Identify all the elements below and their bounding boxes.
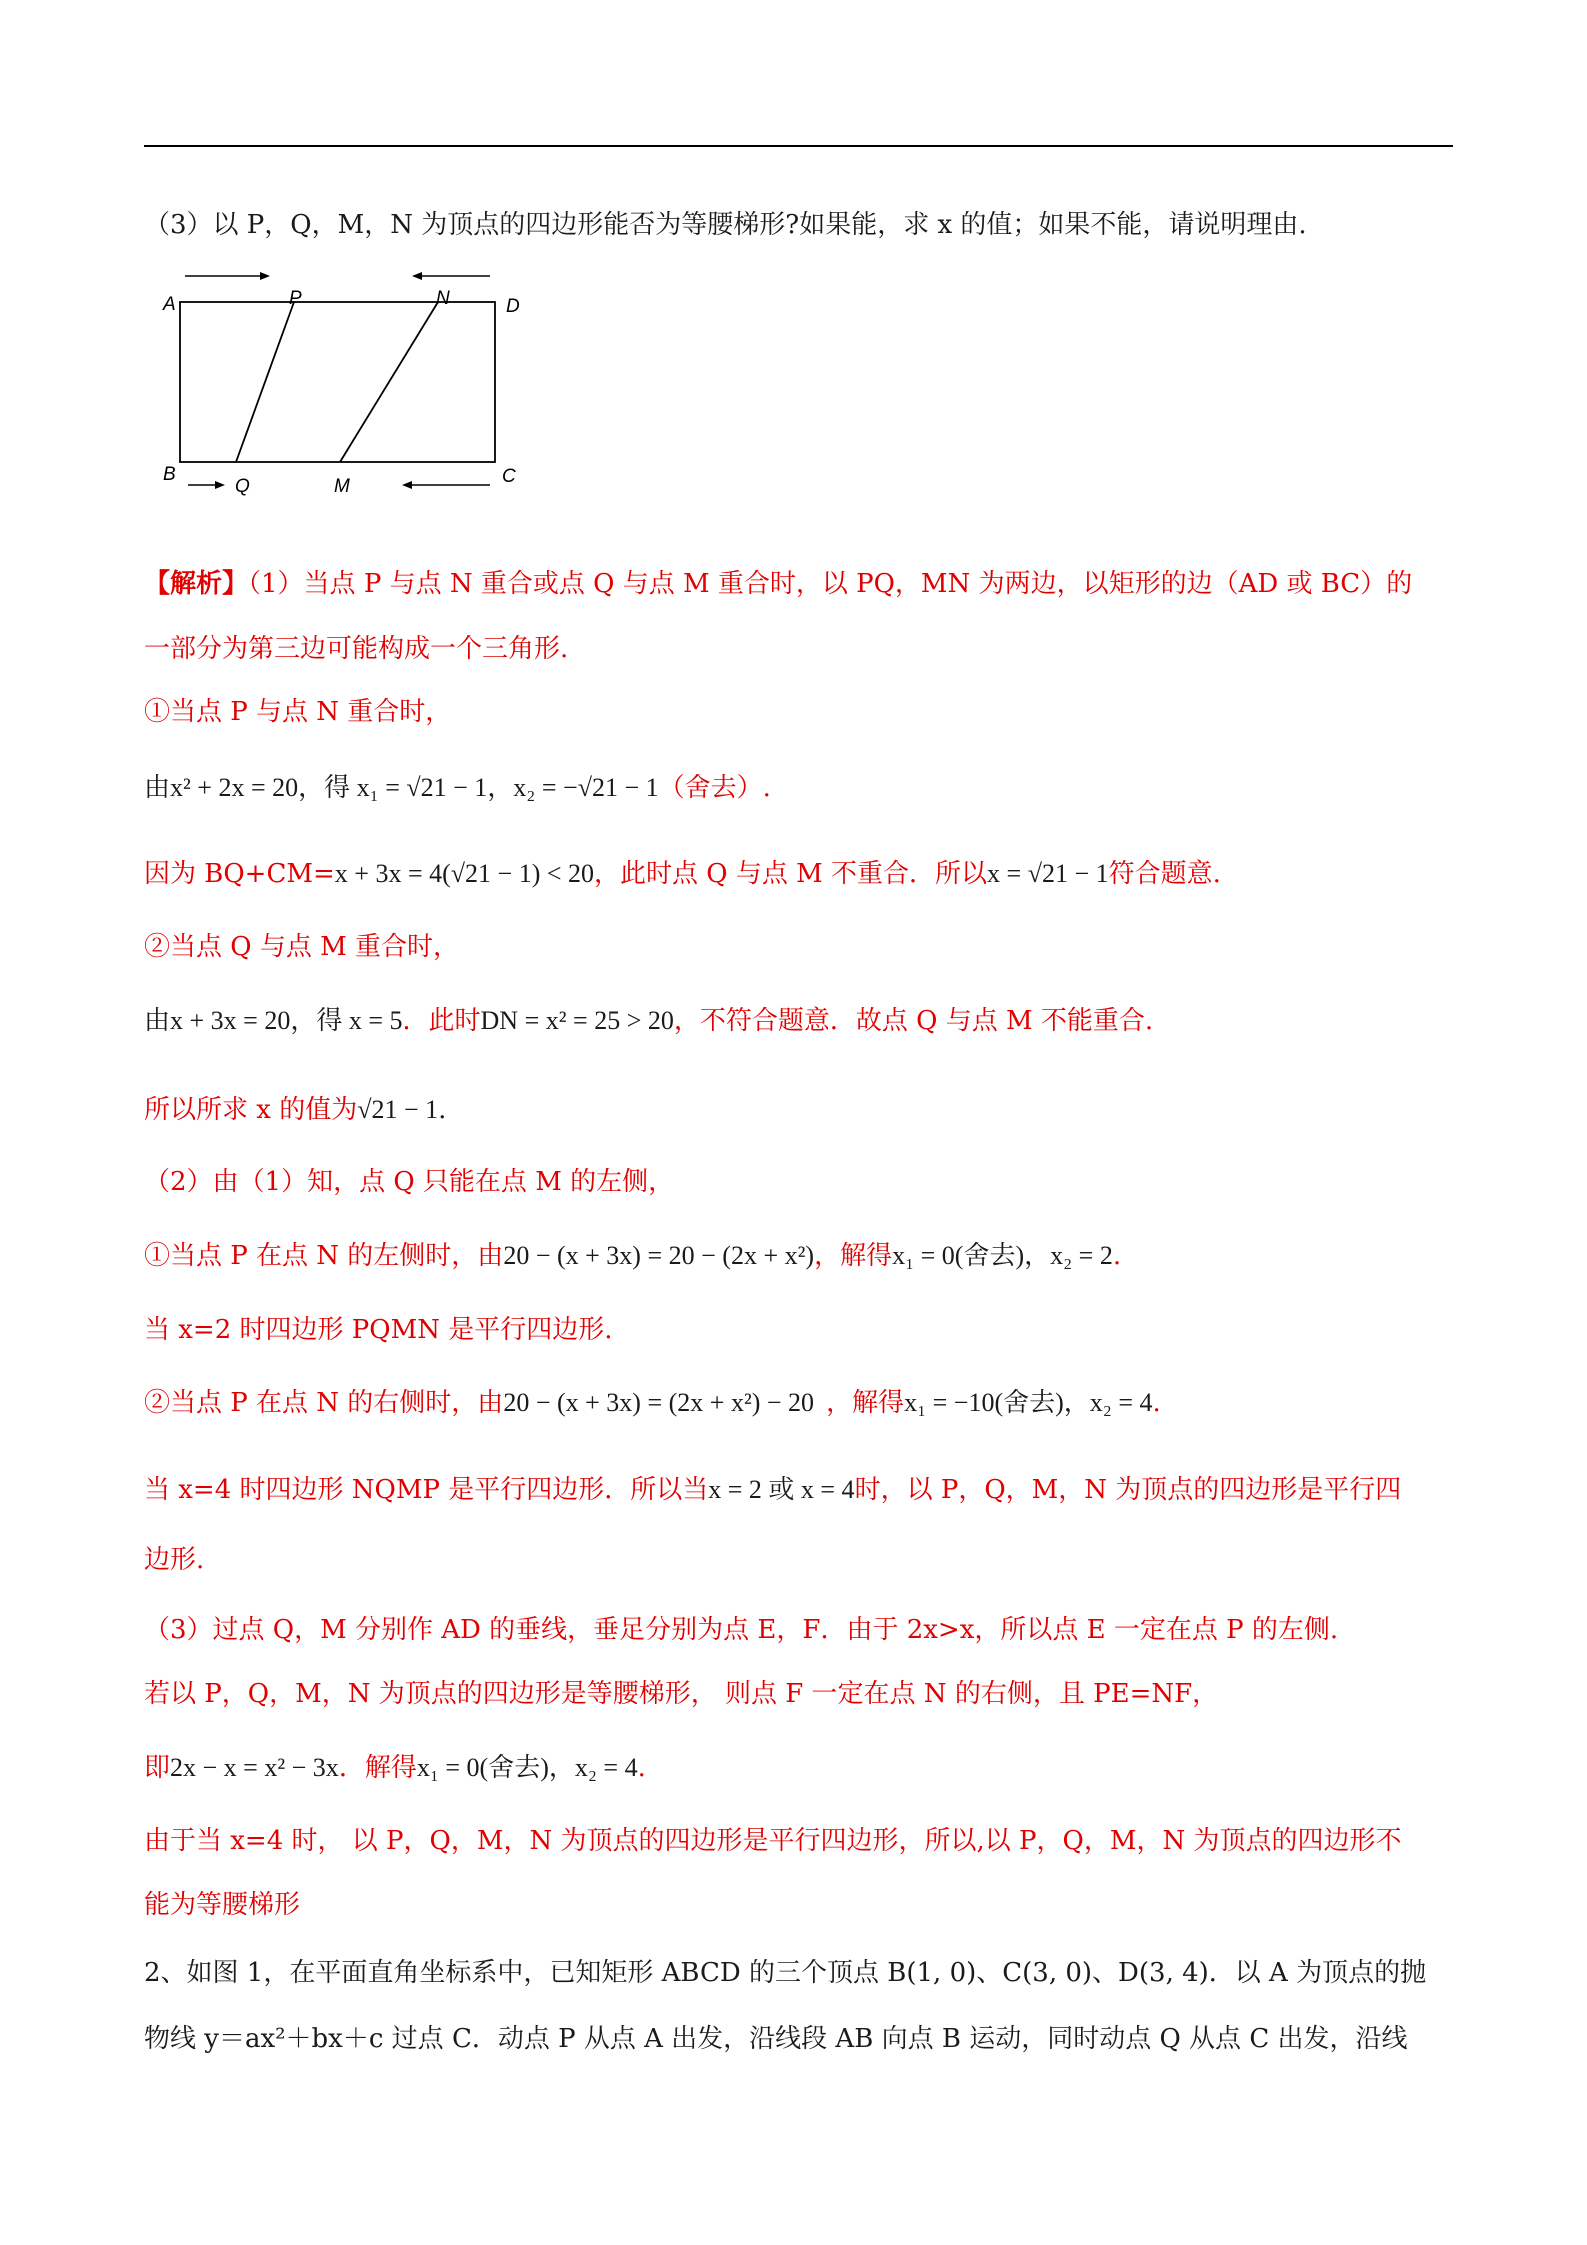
text: 由 <box>144 1006 171 1036</box>
equation: x = 2 或 x = 4 <box>708 1475 855 1504</box>
solution-line-14: 边形. <box>144 1545 205 1575</box>
label-n: N <box>436 288 450 309</box>
solution-line-15: （3）过点 Q，M 分别作 AD 的垂线，垂足分别为点 E，F．由于 2x>x，所以点 E 一定在点 P 的左侧. <box>144 1615 1339 1645</box>
solution-line-3: ①当点 P 与点 N 重合时， <box>144 697 452 727</box>
text: 所以所求 x 的值为 <box>144 1095 358 1125</box>
solution-line-18: 由于当 x=4 时， 以 P，Q，M，N 为顶点的四边形是平行四边形，所以,以 P，Q，M，N 为顶点的四边形不 <box>144 1826 1402 1856</box>
solution-line-13 <box>144 1472 1401 1508</box>
rectangle-abcd <box>180 302 495 462</box>
equation: x₁ = 0(舍去)，x₂ = 4 <box>416 1753 638 1782</box>
label-a: A <box>163 294 176 315</box>
text: ．解得 <box>338 1753 417 1783</box>
text: ①当点 P 在点 N 的左侧时，由 <box>144 1241 504 1271</box>
solution-line-17 <box>144 1750 646 1786</box>
text: 当 x=4 时四边形 NQMP 是平行四边形．所以当 <box>144 1475 709 1505</box>
question-2-line-2: 物线 y＝ax²＋bx＋c 过点 C．动点 P 从点 A 出发，沿线段 AB 向点 B 运动，同时动点 Q 从点 C 出发，沿线 <box>144 2024 1408 2054</box>
text: . <box>637 1753 646 1783</box>
label-m: M <box>334 476 350 497</box>
equation: DN = x² = 25 > 20 <box>480 1006 674 1035</box>
segment-pq <box>236 302 294 462</box>
question-3-text: （3）以 P，Q，M，N 为顶点的四边形能否为等腰梯形?如果能，求 x 的值；如果不能，请说明理由. <box>144 210 1307 240</box>
solution-heading: 【解析】 <box>144 569 249 599</box>
text: 因为 BQ+CM= <box>144 859 335 889</box>
equation: x + 3x = 20，得 x = 5 <box>170 1006 403 1035</box>
text: 时，以 P，Q，M，N 为顶点的四边形是平行四 <box>854 1475 1402 1505</box>
solution-line-16: 若以 P，Q，M，N 为顶点的四边形是等腰梯形， 则点 F 一定在点 N 的右侧，且 PE=NF， <box>144 1679 1219 1709</box>
arrow-q-head <box>215 481 225 489</box>
question-2-line-1: 2、如图 1，在平面直角坐标系中，已知矩形 ABCD 的三个顶点 B(1, 0)、C(3, 0)、D(3, 4)．以 A 为顶点的抛 <box>144 1958 1427 1988</box>
solution-text: （1）当点 P 与点 N 重合或点 Q 与点 M 重合时，以 PQ，MN 为两边，以矩形的边（AD 或 BC）的 <box>248 569 1413 599</box>
text: 即 <box>144 1753 171 1783</box>
arrow-p-head <box>260 272 270 280</box>
solution-line-19: 能为等腰梯形 <box>144 1890 301 1920</box>
text: ，解得 <box>826 1388 905 1418</box>
solution-line-4 <box>144 770 771 806</box>
equation: x = √21 − 1 <box>987 859 1109 888</box>
arrow-m-head <box>402 481 412 489</box>
label-b: B <box>163 464 176 485</box>
text: 由 <box>144 773 171 803</box>
equation: √21 − 1 <box>357 1095 439 1124</box>
text: ，解得 <box>814 1241 893 1271</box>
solution-line-8 <box>144 1092 446 1128</box>
equation: x² + 2x = 20，得 x₁ = √21 − 1，x₂ = −√21 − 1 <box>170 773 659 802</box>
solution-line-9: （2）由（1）知，点 Q 只能在点 M 的左侧， <box>144 1167 675 1197</box>
text: ②当点 P 在点 N 的右侧时，由 <box>144 1388 504 1418</box>
solution-line-7 <box>144 1003 1153 1039</box>
equation: x₁ = −10(舍去)，x₂ = 4 <box>904 1388 1153 1417</box>
header-rule <box>144 145 1453 147</box>
text: . <box>438 1095 447 1125</box>
solution-line-6: ②当点 Q 与点 M 重合时， <box>144 932 459 962</box>
text: . <box>1112 1241 1122 1271</box>
arrow-n-head <box>412 272 422 280</box>
text: ．此时 <box>402 1006 481 1036</box>
text: ，不符合题意．故点 Q 与点 M 不能重合. <box>673 1006 1154 1036</box>
solution-line-11: 当 x=2 时四边形 PQMN 是平行四边形. <box>144 1315 613 1345</box>
label-q: Q <box>235 476 250 497</box>
label-p: P <box>289 288 302 309</box>
text: （舍去）. <box>658 773 771 803</box>
solution-line-10 <box>144 1238 1121 1274</box>
solution-line-5 <box>144 856 1221 892</box>
equation: x₁ = 0(舍去)，x₂ = 2 <box>892 1241 1113 1270</box>
text: 符合题意. <box>1108 859 1221 889</box>
label-d: D <box>506 296 520 317</box>
label-c: C <box>502 466 516 487</box>
solution-line-12 <box>144 1385 1161 1421</box>
solution-line-2: 一部分为第三边可能构成一个三角形. <box>144 634 569 664</box>
equation: 20 − (x + 3x) = 20 − (2x + x²) <box>503 1241 815 1270</box>
rectangle-figure <box>160 262 530 502</box>
equation: x + 3x = 4(√21 − 1) < 20 <box>334 859 595 888</box>
text: ，此时点 Q 与点 M 不重合．所以 <box>594 859 988 889</box>
equation: 2x − x = x² − 3x <box>170 1753 339 1782</box>
text: . <box>1152 1388 1161 1418</box>
solution-line-1 <box>144 566 1412 602</box>
equation: 20 − (x + 3x) = (2x + x²) − 20 <box>503 1388 815 1417</box>
segment-nm <box>340 302 438 462</box>
